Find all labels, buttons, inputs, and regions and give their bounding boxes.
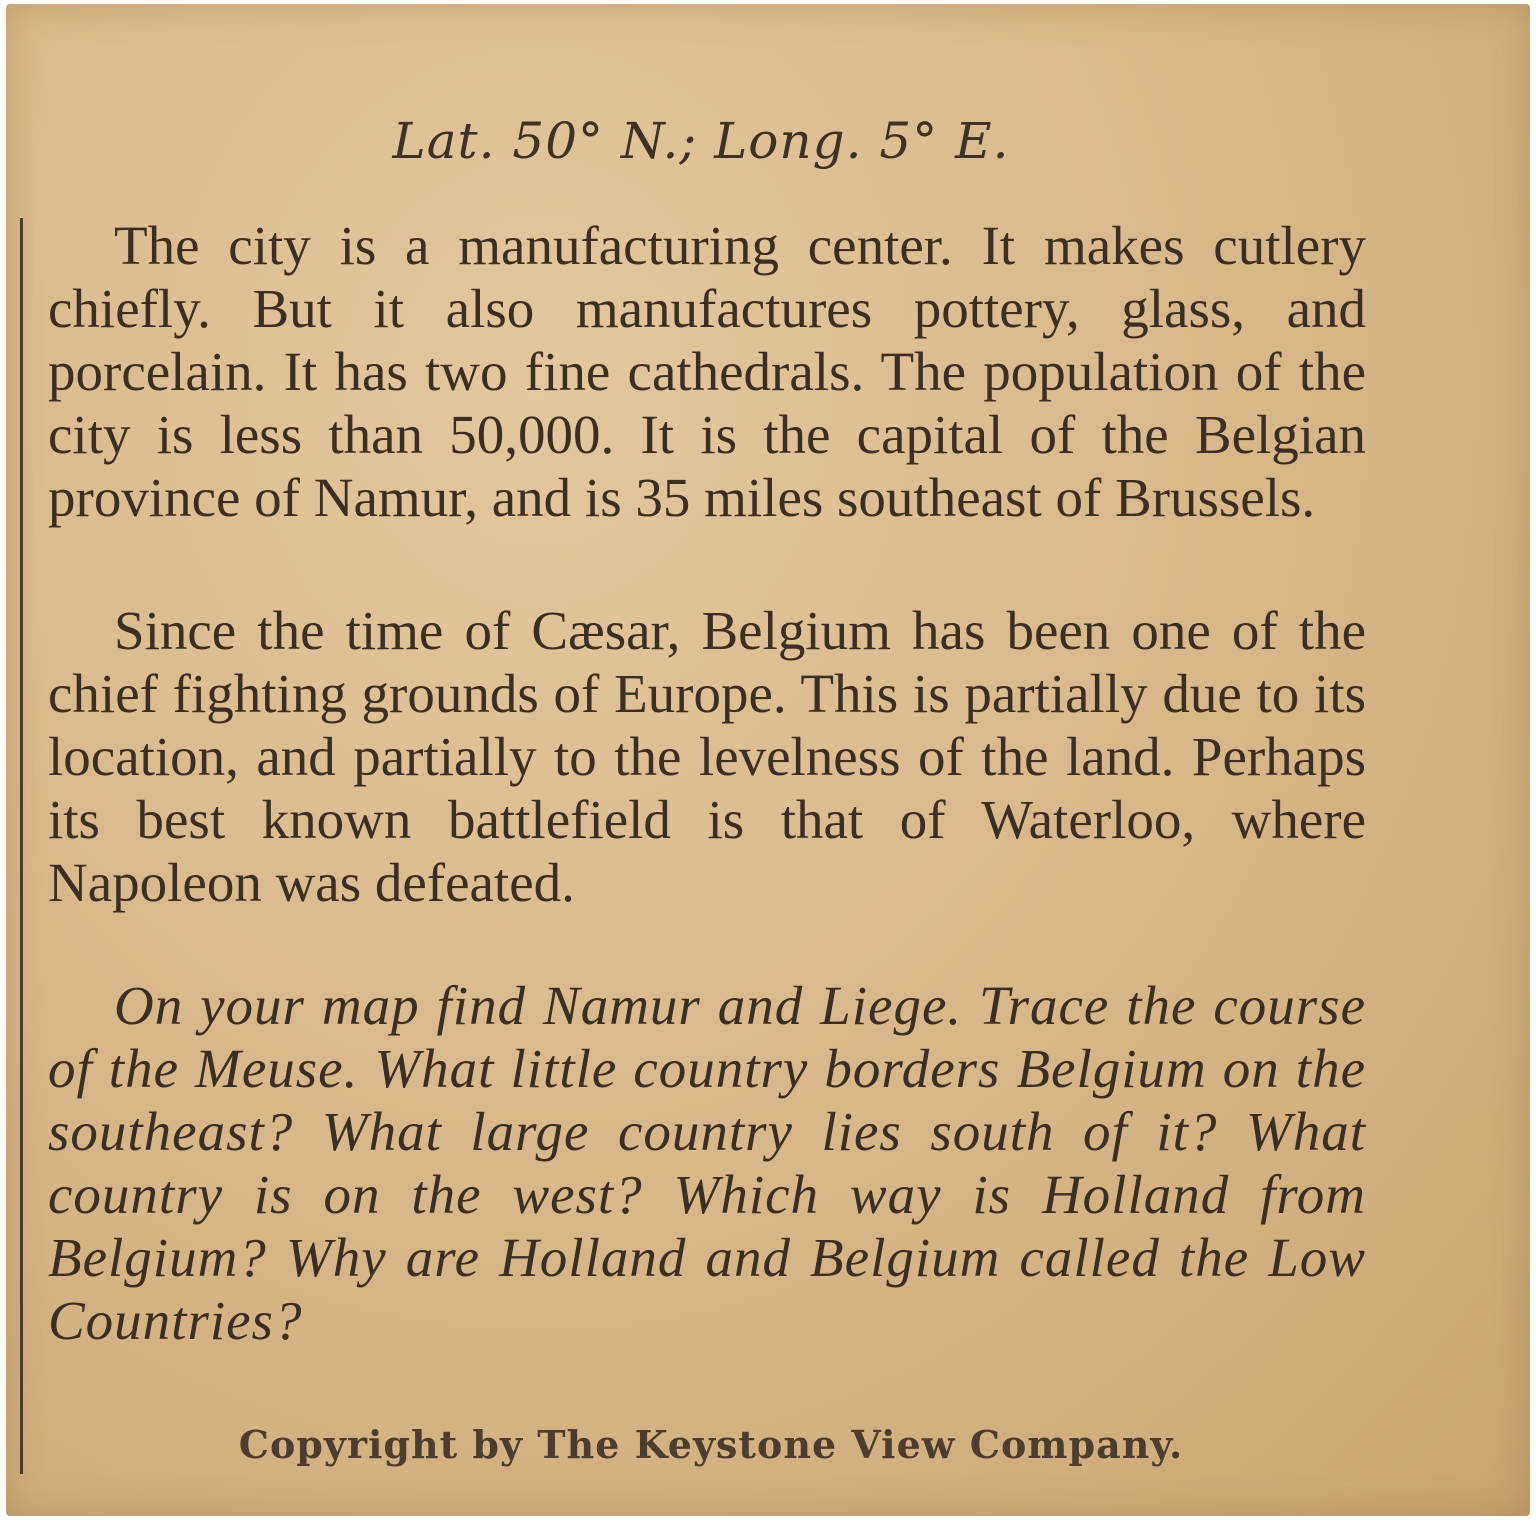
margin-rule (20, 218, 23, 1474)
copyright-line: Copyright by The Keystone View Company. (238, 1422, 1184, 1467)
stereoview-card-back (6, 4, 1530, 1516)
questions-paragraph: On your map find Namur and Liege. Trace the course of the Meuse. What little country borders Belgium on the southeast? What large country lies south of it? What country is on the west? Which way is Holland from Belgium? Why are Holland and Belgium called the Low Countries? (48, 975, 1366, 1351)
history-paragraph: Since the time of Cæsar, Belgium has been one of the chief fighting grounds of Europe. This is partially due to its location, and partially to the levelness of the land. Perhaps its best known battlefield is that of Waterloo, where Napoleon was defeated. (48, 600, 1366, 913)
description-paragraph: The city is a manufacturing center. It makes cutlery chiefly. But it also manufactures pottery, glass, and porcelain. It has two fine cathedrals. The population of the city is less than 50,000. It is the capital of the Belgian province of Namur, and is 35 miles southeast of Brussels. (48, 215, 1366, 528)
coordinates-heading: Lat. 50° N.; Long. 5° E. (392, 112, 1010, 170)
